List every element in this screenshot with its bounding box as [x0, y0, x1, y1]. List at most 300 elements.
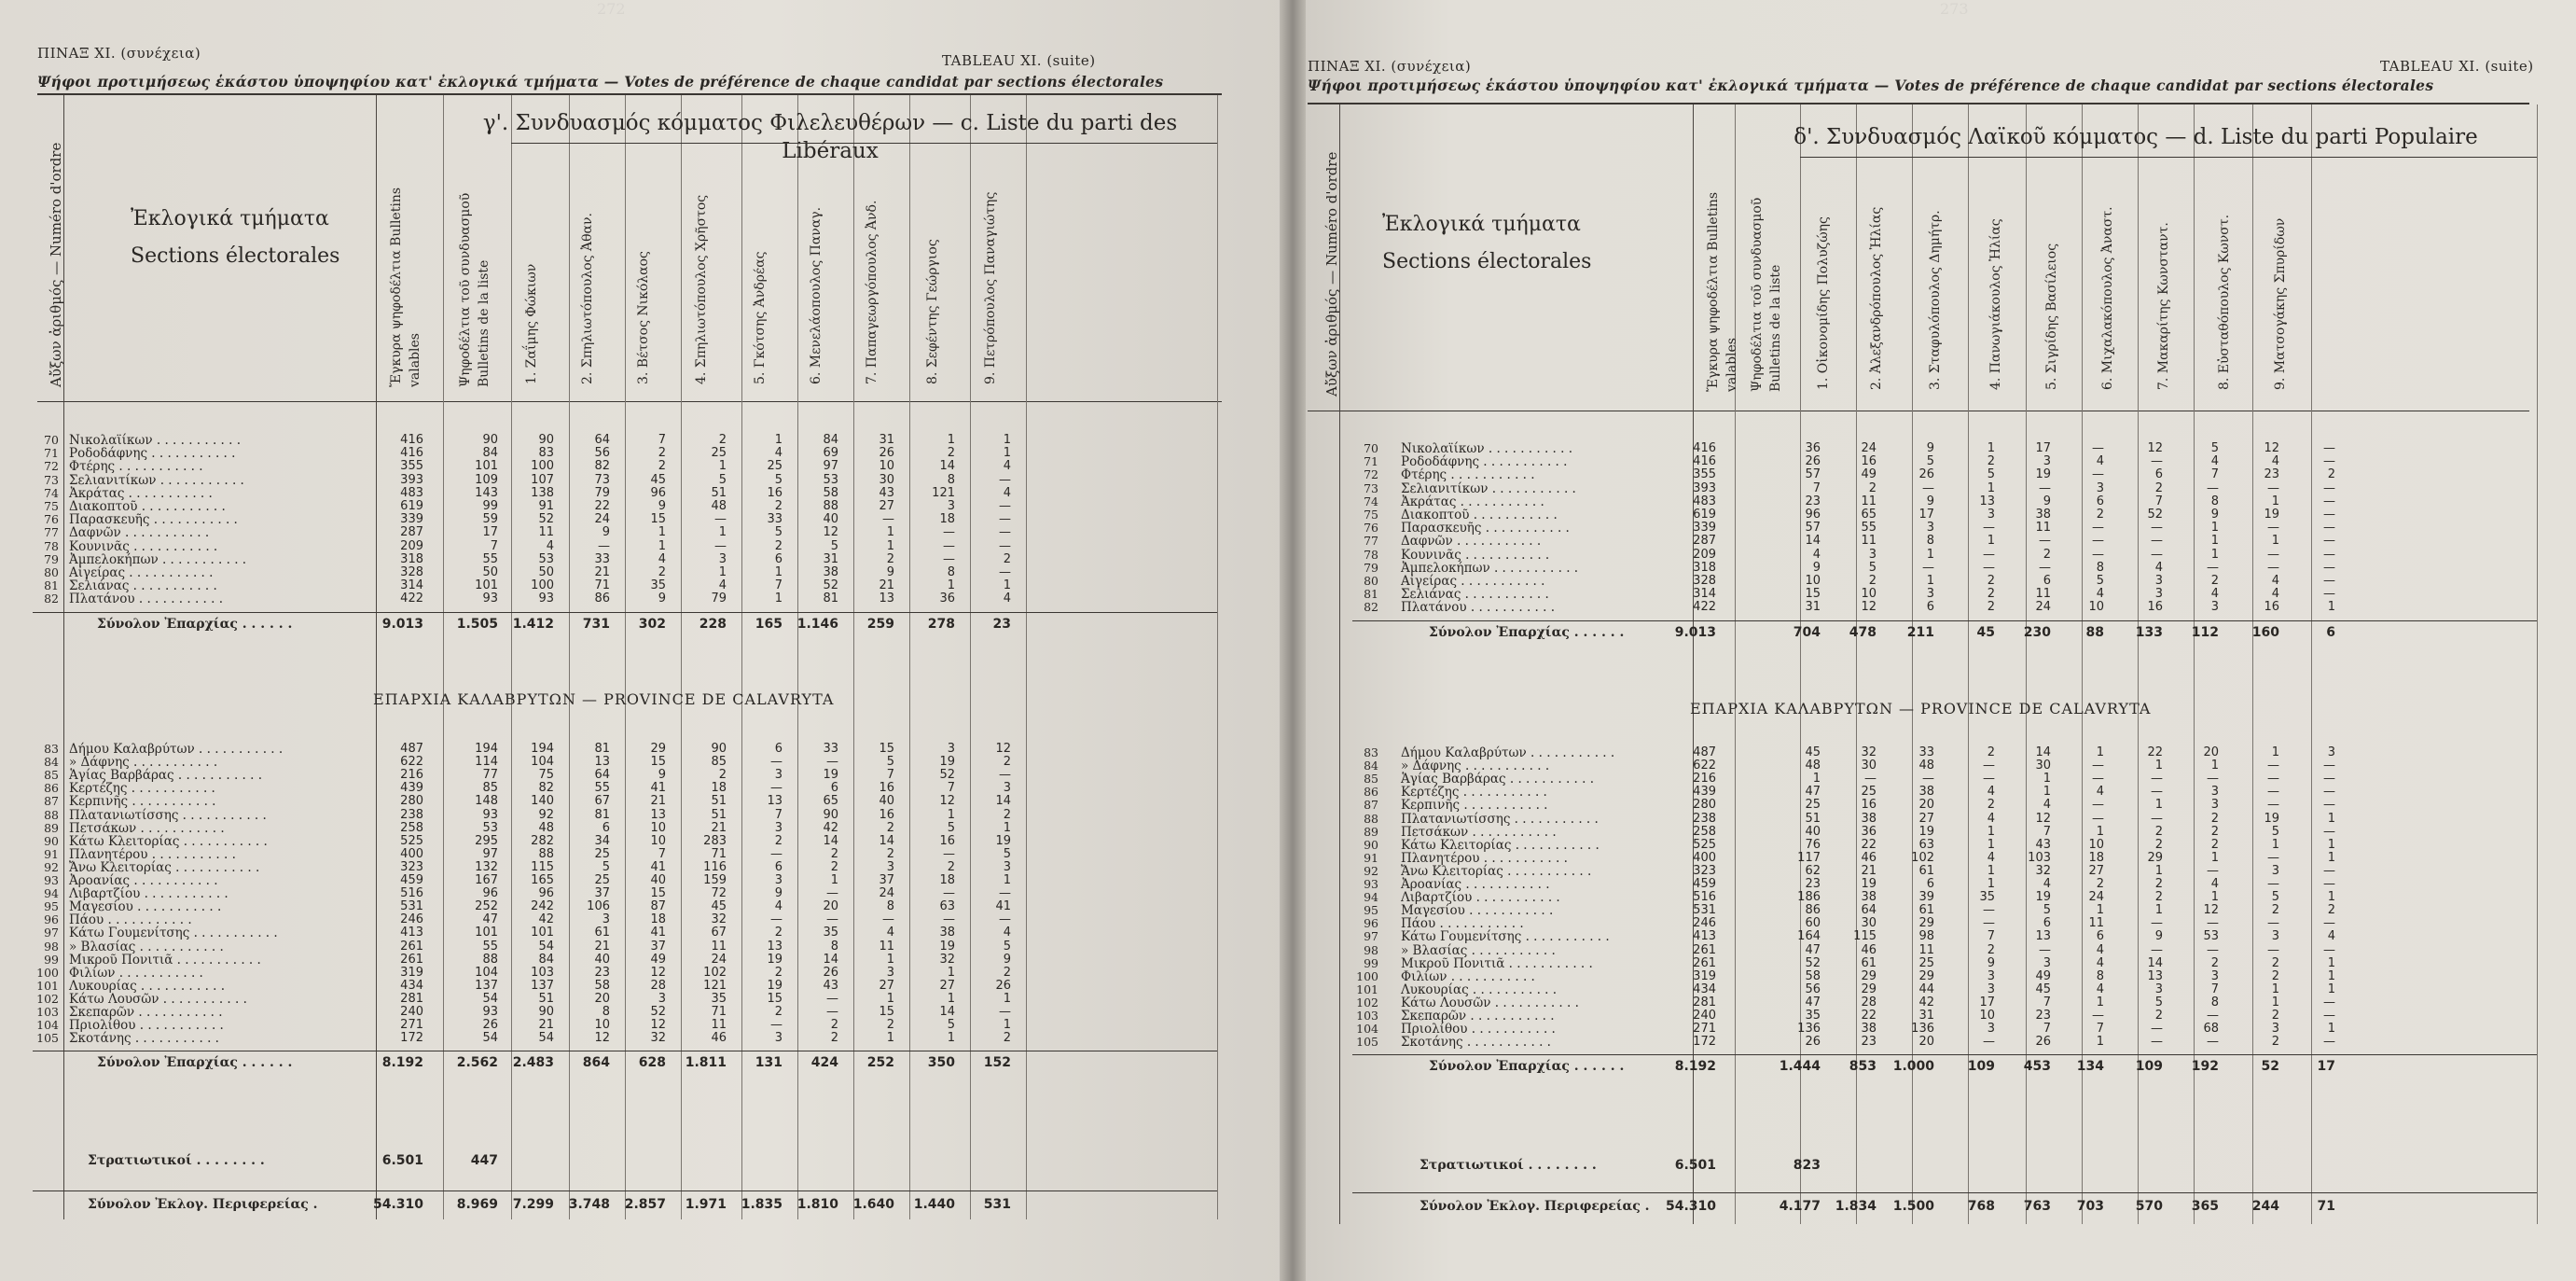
right-row-number: 104: [1356, 1022, 1378, 1037]
right-cell-value: 11: [2088, 916, 2104, 931]
right-cell-value: 1: [2271, 995, 2279, 1009]
right-cell-value: —: [2323, 1035, 2335, 1050]
left-row-number: 83: [44, 742, 59, 756]
right-cell-value: 6: [2096, 929, 2104, 944]
right-cell-value: 1: [2043, 785, 2051, 800]
right-cell-value: 4: [2096, 982, 2104, 996]
left-cell-value: 10: [650, 833, 666, 848]
right-row-number: 102: [1356, 995, 1378, 1009]
left-row-number: 85: [44, 768, 59, 783]
right-cell-value: 5: [1987, 467, 1995, 482]
right-cell-value: 1: [2154, 759, 2163, 773]
left-cell-value: 90: [538, 1005, 554, 1019]
right-cell-value: —: [2207, 1009, 2219, 1023]
right-cell-value: 51: [1805, 811, 1821, 826]
left-cell-value: 9: [886, 565, 894, 579]
right-cell-value: 48: [1918, 759, 1934, 773]
left-cell-value: 54: [538, 1031, 554, 1046]
right-cell-value: 6: [2043, 916, 2051, 931]
left-cell-value: 25: [594, 846, 610, 861]
left-valid-value: 216: [400, 768, 423, 783]
left-cell-value: 3: [886, 965, 894, 980]
right-candidate-4: 4. Πανωγιάκουλος Ἠλίας: [1988, 218, 2003, 390]
right-total-value: 45: [1976, 624, 1995, 640]
right-cell-value: 3: [1868, 547, 1877, 562]
left-cell-value: 27: [939, 978, 955, 993]
right-section-name: Κουνινᾶς . . . . . . . . . . .: [1401, 547, 1550, 563]
right-cell-value: 76: [1805, 837, 1821, 852]
right-valid-value: 172: [1693, 1035, 1716, 1050]
left-cell-value: 13: [594, 755, 610, 770]
right-cell-value: 9: [2154, 929, 2163, 944]
right-cell-value: 25: [1918, 955, 1934, 970]
right-row-number: 101: [1356, 982, 1378, 996]
right-cell-value: 1: [2096, 1035, 2104, 1050]
right-cell-value: 3: [2210, 600, 2219, 615]
right-cell-value: 11: [1861, 534, 1877, 549]
right-grand-value: 244: [2251, 1199, 2279, 1214]
left-cell-value: 45: [650, 472, 666, 487]
right-total-value: 1.000: [1892, 1059, 1934, 1075]
right-cell-value: 26: [2035, 1035, 2051, 1050]
left-cell-value: 46: [711, 1031, 727, 1046]
right-cell-value: 5: [2043, 903, 2051, 918]
right-cell-value: 53: [2203, 929, 2219, 944]
right-cell-value: 2: [2271, 903, 2279, 918]
left-section-name: Δήμου Καλαβρύτων . . . . . . . . . . .: [69, 742, 284, 757]
left-cell-value: 19: [767, 952, 782, 967]
right-cell-value: 2: [1987, 798, 1995, 813]
left-section-name: Κουνινᾶς . . . . . . . . . . .: [69, 538, 218, 554]
left-cell-value: 51: [711, 485, 727, 500]
left-table-title-gr: ΠΙΝΑΞ XI. (συνέχεια): [37, 45, 201, 62]
right-total-rule: [1352, 1054, 2537, 1055]
right-row-number: 75: [1364, 508, 1378, 522]
left-cell-value: 4: [1003, 459, 1011, 474]
left-cell-value: 93: [538, 592, 554, 606]
left-cell-value: 75: [538, 768, 554, 783]
left-section-name: Κερτέζης . . . . . . . . . . .: [69, 781, 215, 797]
right-valid-value: 483: [1693, 494, 1716, 508]
left-valid-value: 393: [400, 472, 423, 487]
right-total-label: Σύνολον Ἐπαρχίας . . . . . .: [1429, 1059, 1625, 1075]
left-candidate-5: 5. Γκότσης Ἀνδρέας: [753, 251, 768, 384]
right-cell-value: —: [2092, 1009, 2104, 1023]
right-cell-value: 4: [2210, 587, 2219, 602]
left-cell-value: 96: [538, 886, 554, 901]
right-cell-value: 102: [1911, 850, 1934, 865]
right-cell-value: 3: [1987, 968, 1995, 983]
left-cell-value: 18: [939, 873, 955, 887]
left-section-name: Νικολαϊίκων . . . . . . . . . . .: [69, 433, 241, 448]
right-cell-value: 42: [1918, 995, 1934, 1009]
left-row-number: 70: [44, 433, 59, 447]
right-military-valid: 6.501: [1674, 1158, 1716, 1173]
right-cell-value: 19: [2264, 811, 2279, 826]
left-cell-value: 1: [886, 525, 894, 540]
left-cell-value: —: [770, 1018, 782, 1033]
left-total-rule: [33, 612, 1217, 613]
left-valid-value: 619: [400, 499, 423, 513]
right-cell-value: —: [2323, 441, 2335, 455]
right-cell-value: 7: [2043, 824, 2051, 839]
left-cell-value: —: [943, 551, 955, 566]
right-row-number: 76: [1364, 521, 1378, 536]
right-row-number: 90: [1364, 837, 1378, 852]
right-cell-value: 64: [1861, 903, 1877, 918]
right-section-name: Σκεπαρῶν . . . . . . . . . . .: [1401, 1009, 1555, 1023]
right-cell-value: 11: [2035, 521, 2051, 536]
right-cell-value: 10: [1805, 574, 1821, 588]
left-cell-value: 38: [823, 565, 838, 579]
left-cell-value: 21: [538, 1018, 554, 1033]
left-cell-value: 55: [482, 551, 498, 566]
right-cell-value: —: [2267, 480, 2279, 495]
left-section-name: Σελιανιτίκων . . . . . . . . . . .: [69, 472, 244, 488]
right-cell-value: 27: [2088, 863, 2104, 878]
right-valid-value: 393: [1693, 480, 1716, 495]
right-row-number: 86: [1364, 785, 1378, 800]
left-row-number: 97: [44, 926, 59, 940]
right-cell-value: 23: [2264, 467, 2279, 482]
left-cell-value: 3: [658, 991, 666, 1006]
right-grand-value: 1.500: [1892, 1199, 1934, 1214]
left-cell-value: 2: [886, 551, 894, 566]
right-cell-value: 68: [2203, 1022, 2219, 1037]
left-cell-value: 15: [650, 886, 666, 901]
left-grand-label: Σύνολον Ἐκλογ. Περιφερείας .: [88, 1197, 318, 1212]
right-cell-value: 19: [2035, 890, 2051, 905]
left-cell-value: 32: [711, 912, 727, 927]
right-valid-value: 328: [1693, 574, 1716, 588]
right-cell-value: 1: [2096, 903, 2104, 918]
left-cell-value: 167: [475, 873, 498, 887]
left-military-valid: 6.501: [381, 1153, 423, 1168]
left-cell-value: 40: [594, 952, 610, 967]
right-cell-value: —: [2151, 1022, 2163, 1037]
right-cell-value: 1: [2327, 600, 2335, 615]
right-valid-value: 280: [1693, 798, 1716, 813]
right-cell-value: 16: [1861, 798, 1877, 813]
left-section-name: Σελιάνας . . . . . . . . . . .: [69, 578, 217, 594]
right-valid-value: 261: [1693, 955, 1716, 970]
left-cell-value: 1: [658, 538, 666, 553]
left-grand-value: 1.640: [852, 1197, 894, 1212]
left-section-name: Πλατανιωτίσσης . . . . . . . . . . .: [69, 807, 267, 823]
right-cell-value: —: [2151, 547, 2163, 562]
left-cell-value: 4: [1003, 592, 1011, 606]
right-cell-value: 7: [2154, 494, 2163, 508]
left-section-name: Πλανητέρου . . . . . . . . . . .: [69, 846, 236, 862]
right-cell-value: 11: [1861, 494, 1877, 508]
right-row-number: 94: [1364, 890, 1378, 905]
right-grand-value: 763: [2023, 1199, 2051, 1214]
left-cell-value: —: [770, 781, 782, 796]
right-military-label: Στρατιωτικοί . . . . . . . .: [1420, 1158, 1597, 1173]
left-cell-value: —: [999, 768, 1011, 783]
right-row-number: 93: [1364, 877, 1378, 891]
left-cell-value: 16: [939, 833, 955, 848]
right-cell-value: 136: [1797, 1022, 1821, 1037]
right-cell-value: 57: [1805, 467, 1821, 482]
left-cell-value: 121: [932, 485, 955, 500]
left-candidate-1: 1. Ζαΐμης Φώκιων: [524, 263, 539, 384]
left-valid-value: 439: [400, 781, 423, 796]
left-cell-value: 61: [594, 926, 610, 940]
right-cell-value: —: [1922, 560, 1934, 575]
left-cell-value: 82: [594, 459, 610, 474]
left-row-number: 90: [44, 833, 59, 848]
right-cell-value: —: [2267, 785, 2279, 800]
right-sections-gr: Ἐκλογικά τμήματα: [1382, 213, 1581, 236]
right-total-value: 109: [2135, 1059, 2163, 1075]
left-cell-value: 1: [886, 1031, 894, 1046]
right-valid-value: 318: [1693, 560, 1716, 575]
left-row-number: 87: [44, 794, 59, 809]
left-cell-value: 31: [879, 433, 894, 447]
left-grand-value: 3.748: [568, 1197, 610, 1212]
right-cell-value: 52: [1805, 955, 1821, 970]
right-section-name: Δαφνῶν . . . . . . . . . . .: [1401, 534, 1542, 550]
left-cell-value: 2: [658, 565, 666, 579]
right-cell-value: 3: [2271, 929, 2279, 944]
left-section-name: Πλατάνου . . . . . . . . . . .: [69, 592, 223, 607]
right-cell-value: 5: [2271, 824, 2279, 839]
right-col-line: [1856, 104, 1857, 1224]
left-cell-value: 1: [1003, 433, 1011, 447]
right-cell-value: 1: [1987, 480, 1995, 495]
right-cell-value: —: [1983, 1035, 1995, 1050]
left-total-value: 278: [927, 616, 955, 632]
left-cell-value: 8: [886, 899, 894, 914]
right-cell-value: —: [2267, 916, 2279, 931]
right-cell-value: 29: [1918, 968, 1934, 983]
right-cell-value: 16: [1861, 454, 1877, 469]
left-valid-value: 525: [400, 833, 423, 848]
right-cell-value: —: [2151, 1035, 2163, 1050]
left-row-number: 89: [44, 820, 59, 835]
left-cell-value: 53: [538, 551, 554, 566]
left-cell-value: 26: [823, 965, 838, 980]
left-cell-value: 34: [594, 833, 610, 848]
left-cell-value: 14: [823, 952, 838, 967]
right-cell-value: 7: [2096, 1022, 2104, 1037]
right-cell-value: 96: [1805, 508, 1821, 522]
right-subtitle: Ψήφοι προτιμήσεως ἑκάστου ὑποψηφίου κατ' ἐκλογικά τμήματα — Votes de préférence de chaque candidat par sections électorales: [1308, 77, 2434, 94]
left-cell-value: 1: [947, 433, 955, 447]
right-cell-value: 24: [1861, 441, 1877, 455]
right-valid-value: 422: [1693, 600, 1716, 615]
left-valid-value: 319: [400, 965, 423, 980]
right-cell-value: 39: [1918, 890, 1934, 905]
right-total-value: 109: [1967, 1059, 1995, 1075]
right-row-number: 85: [1364, 772, 1378, 787]
right-cell-value: 30: [1861, 916, 1877, 931]
right-col-line: [2138, 104, 2139, 1224]
left-total-label: Σύνολον Ἐπαρχίας . . . . . .: [97, 616, 293, 632]
left-cell-value: —: [943, 538, 955, 553]
right-cell-value: 23: [1805, 877, 1821, 891]
left-cell-value: 2: [886, 846, 894, 861]
right-cell-value: 29: [1861, 982, 1877, 996]
right-row-number: 84: [1364, 759, 1378, 773]
left-cell-value: —: [999, 538, 1011, 553]
left-cell-value: 101: [531, 926, 554, 940]
left-section-name: Ἁγίας Βαρβάρας . . . . . . . . . . .: [69, 768, 262, 784]
left-candidate-8: 8. Σεφέντης Γεώργιος: [925, 239, 940, 384]
right-cell-value: 3: [2210, 785, 2219, 800]
left-cell-value: 101: [475, 459, 498, 474]
right-cell-value: —: [2323, 824, 2335, 839]
left-cell-value: 58: [823, 485, 838, 500]
left-cell-value: 252: [475, 899, 498, 914]
left-cell-value: —: [943, 525, 955, 540]
right-cell-value: —: [1922, 772, 1934, 787]
left-cell-value: 2: [886, 1018, 894, 1033]
left-grand-value: 531: [983, 1197, 1011, 1212]
right-valid-value: 271: [1693, 1022, 1716, 1037]
left-valid-value: 240: [400, 1005, 423, 1019]
left-cell-value: —: [598, 538, 610, 553]
left-cell-value: —: [826, 755, 838, 770]
left-cell-value: 12: [823, 525, 838, 540]
right-cell-value: 36: [1805, 441, 1821, 455]
right-row-number: 81: [1364, 587, 1378, 602]
right-cell-value: 48: [1805, 759, 1821, 773]
right-valid-value: 516: [1693, 890, 1716, 905]
left-cell-value: 5: [774, 472, 782, 487]
left-cell-value: 115: [531, 859, 554, 874]
left-section-name: Πάου . . . . . . . . . . .: [69, 912, 192, 928]
left-cell-value: 55: [594, 781, 610, 796]
left-cell-value: 52: [538, 512, 554, 527]
right-cell-value: 24: [2088, 890, 2104, 905]
right-cell-value: 9: [2043, 494, 2051, 508]
right-cell-value: 38: [1861, 811, 1877, 826]
right-section-name: Σελιανιτίκων . . . . . . . . . . .: [1401, 480, 1576, 496]
left-cell-value: 4: [546, 538, 554, 553]
left-total-value: 131: [755, 1055, 782, 1071]
right-section-name: Ἀκράτας . . . . . . . . . . .: [1401, 494, 1544, 509]
left-grand-value: 1.440: [913, 1197, 955, 1212]
left-row-number: 81: [44, 578, 59, 593]
left-total-value: 302: [638, 616, 666, 632]
left-grand-rule: [33, 1190, 1217, 1191]
right-cell-value: 61: [1918, 863, 1934, 878]
right-cell-value: 12: [2203, 903, 2219, 918]
left-cell-value: 53: [482, 820, 498, 835]
left-cell-value: 7: [658, 433, 666, 447]
right-section-name: Μικροῦ Πονιτιᾶ . . . . . . . . . . .: [1401, 955, 1593, 971]
left-cell-value: 79: [594, 485, 610, 500]
right-row-number: 96: [1364, 916, 1378, 931]
left-cell-value: 3: [774, 768, 782, 783]
left-row-number: 95: [44, 899, 59, 914]
left-cell-value: 4: [774, 899, 782, 914]
left-cell-value: 1: [947, 1031, 955, 1046]
left-cell-value: 48: [711, 499, 727, 513]
right-valid-value: 622: [1693, 759, 1716, 773]
left-valid-value: 238: [400, 807, 423, 822]
left-cell-value: 3: [1003, 781, 1011, 796]
right-cell-value: —: [2323, 1009, 2335, 1023]
left-section-name: Λυκουρίας . . . . . . . . . . .: [69, 978, 226, 994]
left-military-list: 447: [470, 1153, 498, 1168]
left-valid-value: 172: [400, 1031, 423, 1046]
right-total-rule: [1352, 620, 2537, 621]
right-cell-value: 2: [2327, 903, 2335, 918]
right-total-value: 1.444: [1779, 1059, 1821, 1075]
right-cell-value: 22: [2147, 745, 2163, 759]
right-cell-value: 38: [1861, 1022, 1877, 1037]
right-cell-value: 32: [1861, 745, 1877, 759]
right-cell-value: 24: [2035, 600, 2051, 615]
left-cell-value: 33: [823, 742, 838, 756]
right-cell-value: 3: [1987, 982, 1995, 996]
left-cell-value: 2: [947, 446, 955, 461]
right-valid-value: 323: [1693, 863, 1716, 878]
right-section-name: Λυκουρίας . . . . . . . . . . .: [1401, 982, 1558, 997]
left-cell-value: 2: [830, 1018, 838, 1033]
right-cell-value: 29: [2147, 850, 2163, 865]
right-cell-value: 49: [2035, 968, 2051, 983]
left-row-number: 74: [44, 485, 59, 500]
right-cell-value: —: [2267, 521, 2279, 536]
left-total-value: 252: [866, 1055, 894, 1071]
right-cell-value: —: [2323, 574, 2335, 588]
right-cell-value: 45: [1805, 745, 1821, 759]
left-cell-value: 2: [1003, 1031, 1011, 1046]
right-cell-value: 3: [1987, 508, 1995, 522]
left-cell-value: 20: [594, 991, 610, 1006]
left-cell-value: 6: [830, 781, 838, 796]
left-cell-value: 2: [1003, 551, 1011, 566]
right-cell-value: 3: [2043, 454, 2051, 469]
right-total-value: 52: [2261, 1059, 2279, 1075]
right-cell-value: 1: [2327, 955, 2335, 970]
right-valid-value: 531: [1693, 903, 1716, 918]
left-section-name: Διακοπτοῦ . . . . . . . . . . .: [69, 499, 226, 514]
left-row-number: 104: [36, 1018, 59, 1033]
left-cell-value: 9: [658, 592, 666, 606]
right-row-number: 88: [1364, 811, 1378, 826]
right-cell-value: 7: [2210, 467, 2219, 482]
left-row-number: 86: [44, 781, 59, 796]
left-candidate-9: 9. Πετρόπουλος Παναγιώτης: [983, 191, 998, 384]
right-row-number: 92: [1364, 863, 1378, 878]
left-row-number: 91: [44, 846, 59, 861]
left-section-name: » Δάφνης . . . . . . . . . . .: [69, 755, 218, 771]
right-cell-value: 13: [2035, 929, 2051, 944]
right-cell-value: 9: [1926, 494, 1934, 508]
left-cell-value: 69: [823, 446, 838, 461]
left-section-name: Φτέρης . . . . . . . . . . .: [69, 459, 203, 475]
right-grand-value: 768: [1967, 1199, 1995, 1214]
left-valid-value: 281: [400, 991, 423, 1006]
right-cell-value: 1: [1987, 824, 1995, 839]
left-cell-value: 48: [538, 820, 554, 835]
left-cell-value: 106: [587, 899, 610, 914]
left-row-number: 92: [44, 859, 59, 874]
left-cell-value: 88: [538, 846, 554, 861]
left-cell-value: 26: [482, 1018, 498, 1033]
left-cell-value: 92: [538, 807, 554, 822]
left-cell-value: 137: [475, 978, 498, 993]
right-cell-value: 26: [1805, 1035, 1821, 1050]
left-subtitle: Ψήφοι προτιμήσεως ἑκάστου ὑποψηφίου κατ' ἐκλογικά τμήματα — Votes de préférence de chaque candidat par sections électorales: [37, 73, 1164, 91]
right-cell-value: —: [2092, 521, 2104, 536]
right-row-number: 105: [1356, 1035, 1378, 1050]
